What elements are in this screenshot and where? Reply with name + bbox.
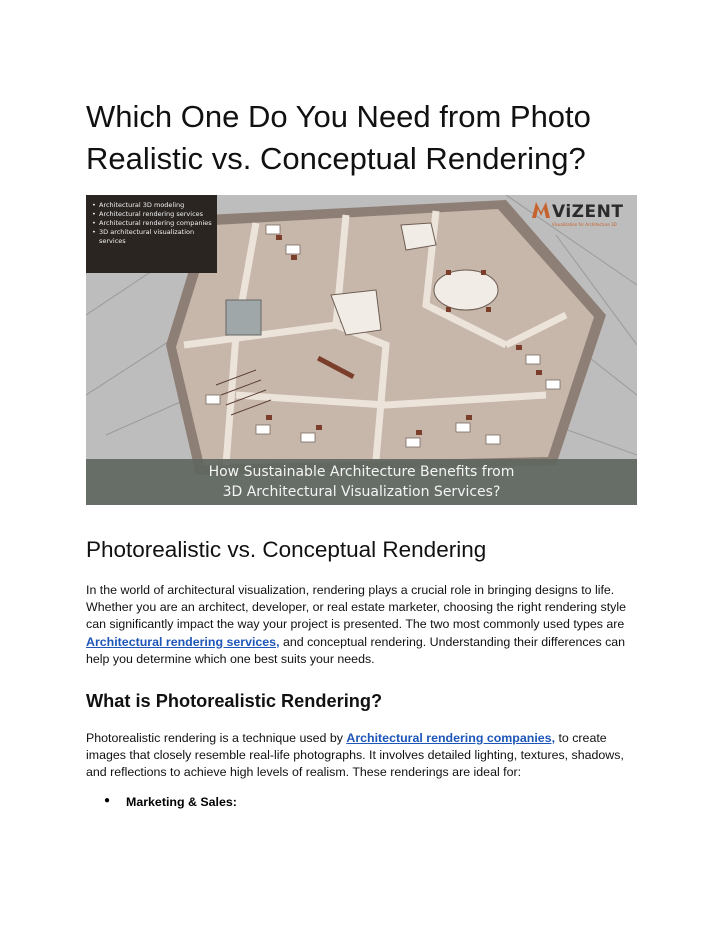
photorealistic-paragraph xyxy=(86,730,631,782)
paragraph-text: and conceptual rendering. Understanding their differences can help you determine which one best suits your needs. xyxy=(86,634,626,666)
paragraph-text: In the world of architectural visualization, rendering plays a crucial role in bringing designs to life. Whether you are an architect, developer, or real estate marketer, choosing the right rendering style can significantly impact the way your project is presented. The two most commonly used types are xyxy=(86,583,626,632)
architectural-rendering-companies-link[interactable]: Architectural rendering companies, xyxy=(346,731,556,745)
hero-list-item: • 3D architectural visualization services xyxy=(92,228,213,246)
section-heading: Photorealistic vs. Conceptual Rendering xyxy=(86,537,487,562)
use-case-list xyxy=(104,795,237,809)
hero-list-item: • Architectural 3D modeling xyxy=(92,201,213,210)
vizent-logo xyxy=(532,202,632,230)
hero-list-item: • Architectural rendering services xyxy=(92,210,213,219)
logo-wordmark: ViZENT xyxy=(552,202,624,222)
paragraph-text: to create images that closely resemble real-life photographs. It involves detailed lighting, textures, shadows, and reflections to achieve high levels of realism. These renderings are ideal for: xyxy=(86,731,624,780)
paragraph-text: Photorealistic rendering is a technique used by xyxy=(86,731,347,745)
subsection-heading: What is Photorealistic Rendering? xyxy=(86,691,383,711)
architectural-rendering-services-link[interactable]: Architectural rendering services, xyxy=(86,634,280,649)
hero-list-item: • Architectural rendering companies xyxy=(92,219,213,228)
page-title: Which One Do You Need from Photo Realistic vs. Conceptual Rendering? xyxy=(86,99,591,176)
logo-tagline: Visualization for Architecture 3D xyxy=(552,222,617,227)
hero-caption-line: 3D Architectural Visualization Services? xyxy=(222,484,501,500)
logo-mark-icon xyxy=(532,202,550,218)
hero-service-list xyxy=(86,195,217,273)
intro-paragraph xyxy=(86,582,631,668)
hero-image xyxy=(86,195,637,505)
hero-caption-line: How Sustainable Architecture Benefits from xyxy=(208,464,515,480)
hero-caption xyxy=(86,459,637,505)
list-item: ● Marketing & Sales: xyxy=(104,795,237,809)
